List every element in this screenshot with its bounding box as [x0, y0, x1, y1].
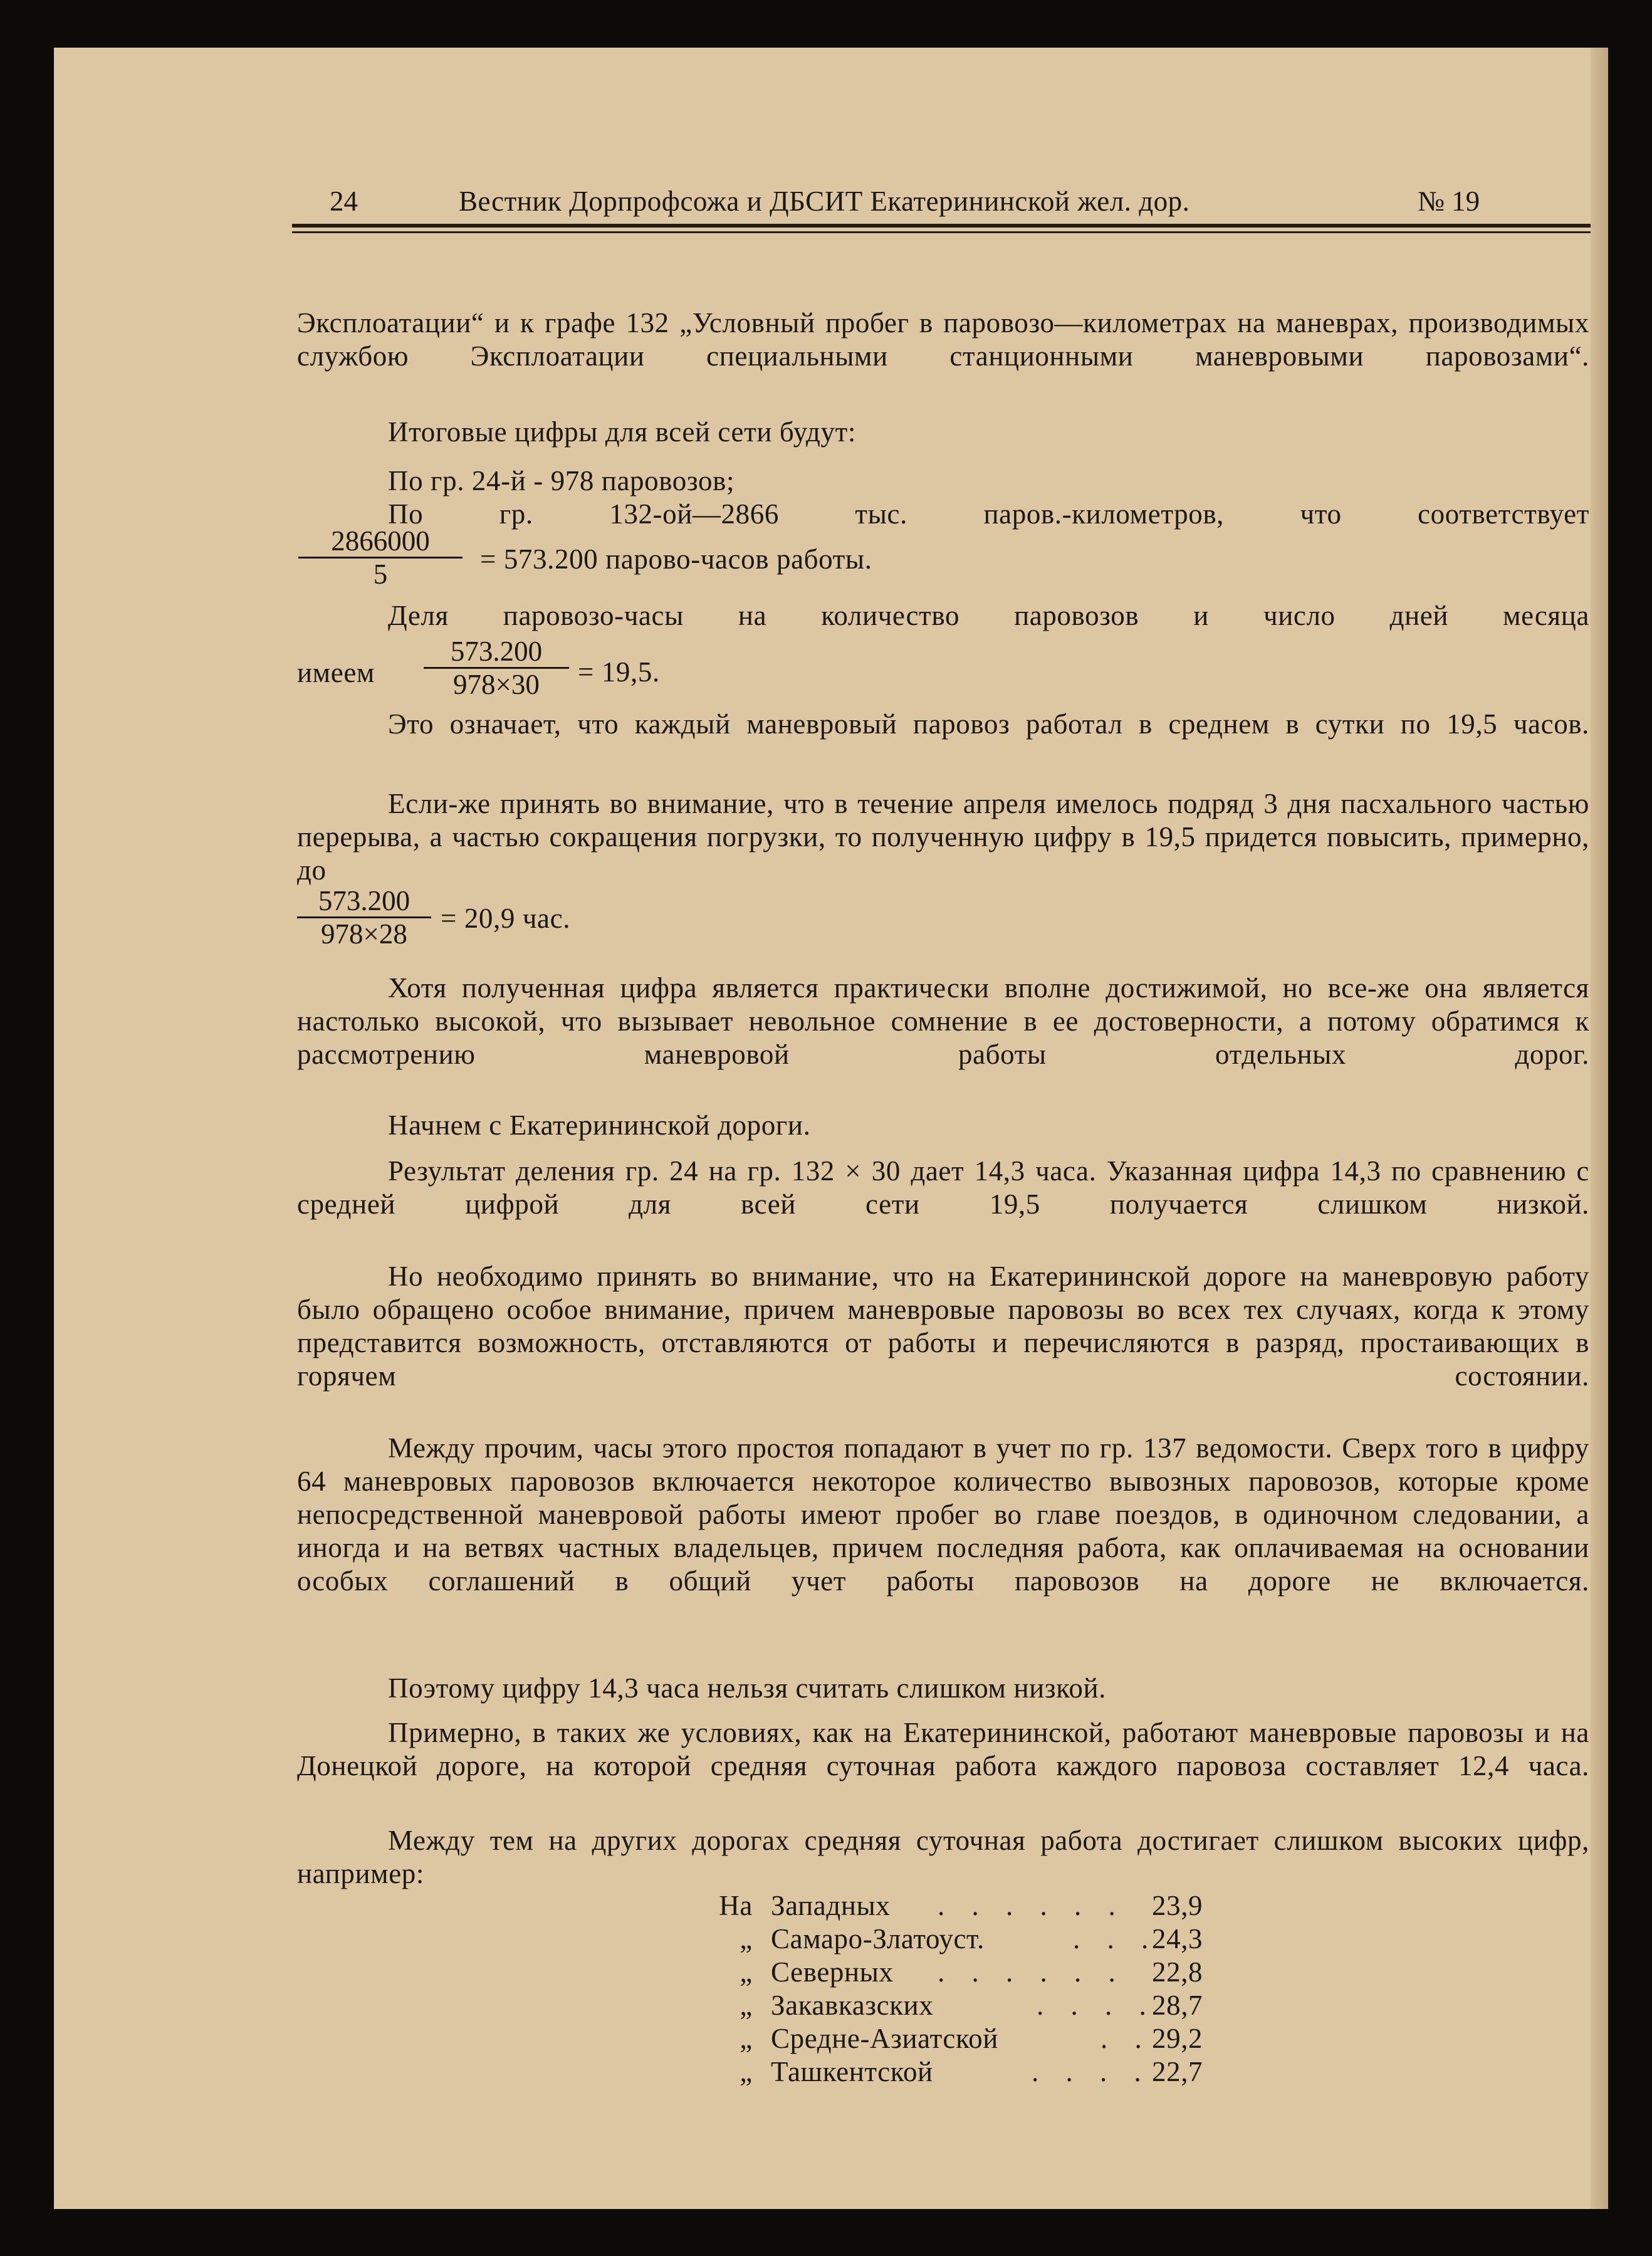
road-item — [706, 2055, 1257, 2089]
road-name: Западных — [771, 1890, 891, 1921]
road-name: Северных — [771, 1956, 894, 1988]
road-value: 28,7 — [1152, 1990, 1203, 2021]
paragraph-5: Деля паровозо-часы на количество паровозов и число дней месяца — [388, 600, 1589, 631]
road-leader-dots: . . . — [1073, 1923, 1159, 1954]
paragraph-3: По гр. 24-й - 978 паровозов; — [388, 465, 735, 496]
road-name: Самаро-Златоуст. — [771, 1923, 985, 1954]
road-leader-dots: . . . . — [1032, 2056, 1151, 2087]
road-prefix: „ — [740, 1956, 753, 1988]
road-prefix: „ — [740, 1923, 753, 1954]
paragraph-2: Итоговые цифры для всей сети будут: — [388, 416, 856, 448]
road-name: Средне-Азиатской — [771, 2023, 998, 2054]
road-leader-dots: . . . . . . — [938, 1890, 1126, 1921]
issue-number: № 19 — [1418, 186, 1480, 217]
road-prefix: „ — [740, 2023, 753, 2054]
road-value: 22,7 — [1152, 2056, 1203, 2087]
fraction-1-denominator: 5 — [373, 559, 388, 590]
document-page — [54, 48, 1608, 2209]
road-prefix: На — [719, 1890, 753, 1921]
header-rule-thick — [292, 224, 1591, 228]
paragraph-13: Поэтому цифру 14,3 часа нельзя считать слишком низкой. — [388, 1672, 1106, 1704]
formula-2-prefix: имеем — [297, 657, 375, 688]
paragraph-11: Но необходимо принять во внимание, что на Екатерининской дороге на маневровую работу было обращено особое внимание, причем маневровые паровозы во всех тех случаях, когда к этому представится возможность, отставляются от работы и перечисляются в разряд, простаивающих в горячем состоянии. — [297, 1261, 1589, 1392]
fraction-1-numerator: 2866000 — [298, 525, 463, 559]
road-leader-dots: . . . . — [1037, 1990, 1156, 2021]
paragraph-1: Эксплоатации“ и к графе 132 „Условный пробег в паровозо—километрах на маневрах, производимых службою Эксплоатации специальными станционными маневровыми паровозами“. — [297, 307, 1589, 372]
paragraph-6: Это означает, что каждый маневровый паровоз работал в среднем в сутки по 19,5 часов. — [388, 708, 1589, 740]
running-header — [54, 182, 1608, 220]
road-item — [706, 1889, 1257, 1923]
road-item — [706, 1923, 1257, 1956]
fraction-1 — [298, 525, 463, 590]
road-prefix: „ — [740, 2056, 753, 2087]
book-gutter-shadow — [1591, 48, 1608, 2209]
header-rule-thin — [292, 231, 1591, 233]
road-item — [706, 1956, 1257, 1989]
paragraph-10: Результат деления гр. 24 на гр. 132 × 30 дает 14,3 часа. Указанная цифра 14,3 по сравнению с средней цифрой для всей сети 19,5 получается слишком низкой. — [297, 1155, 1589, 1220]
road-item — [706, 1989, 1257, 2022]
road-prefix: „ — [740, 1990, 753, 2021]
road-value: 22,8 — [1152, 1956, 1203, 1988]
road-name: Ташкентской — [771, 2056, 933, 2087]
road-item — [706, 2022, 1257, 2055]
road-leader-dots: . . . . . . — [938, 1956, 1126, 1988]
paragraph-14: Примерно, в таких же условиях, как на Екатерининской, работают маневровые паровозы и на Донецкой дороге, на которой средняя суточная работа каждого паровоза составляет 12,4 часа. — [297, 1717, 1589, 1781]
paragraph-12: Между прочим, часы этого простоя попадают в учет по гр. 137 ведомости. Сверх того в цифру 64 маневровых паровозов включается некоторое количество вывозных паровозов, которые кроме непосредственной маневровой работы имеют пробег во главе поездов, в одиночном следовании, а иногда и на ветвях частных владельцев, причем последняя работа, как оплачиваемая на основании особых соглашений в общий учет работы паровозов на дороге не включается. — [297, 1432, 1589, 1597]
formula-1-result: = 573.200 парово-часов работы. — [480, 543, 872, 575]
paragraph-4: По гр. 132-ой—2866 тыс. паров.-километров, что соответствует — [388, 498, 1589, 530]
paragraph-15: Между тем на других дорогах средняя суточная работа достигает слишком высоких цифр, например: — [297, 1825, 1589, 1889]
fraction-2-denominator: 978×30 — [453, 669, 540, 700]
road-list — [706, 1889, 1257, 2089]
journal-title: Вестник Дорпрофсожа и ДБСИТ Екатерининской жел. дор. — [459, 186, 1190, 217]
fraction-2 — [424, 636, 569, 700]
paragraph-9: Начнем с Екатерининской дороги. — [388, 1110, 811, 1141]
road-value: 29,2 — [1152, 2023, 1203, 2054]
paragraph-8: Хотя полученная цифра является практически вполне достижимой, но все-же она является настолько высокой, что вызывает невольное сомнение в ее достоверности, а потому обратимся к рассмотрению маневровой работы отдельных дорог. — [297, 972, 1589, 1070]
fraction-3 — [297, 885, 431, 950]
fraction-3-denominator: 978×28 — [321, 918, 407, 950]
road-value: 24,3 — [1152, 1923, 1203, 1954]
road-value: 23,9 — [1152, 1890, 1203, 1921]
fraction-3-numerator: 573.200 — [297, 885, 431, 918]
road-name: Закавказских — [771, 1990, 934, 2021]
page-number: 24 — [330, 186, 358, 217]
formula-3-result: = 20,9 час. — [441, 903, 571, 934]
road-leader-dots: . . — [1100, 2023, 1152, 2054]
paragraph-7: Если-же принять во внимание, что в течение апреля имелось подряд 3 дня пасхального частью перерыва, а частью сокращения погрузки, то полученную цифру в 19,5 придется повысить, примерно, до — [297, 788, 1589, 886]
formula-2-result: = 19,5. — [578, 656, 660, 688]
fraction-2-numerator: 573.200 — [424, 636, 569, 669]
